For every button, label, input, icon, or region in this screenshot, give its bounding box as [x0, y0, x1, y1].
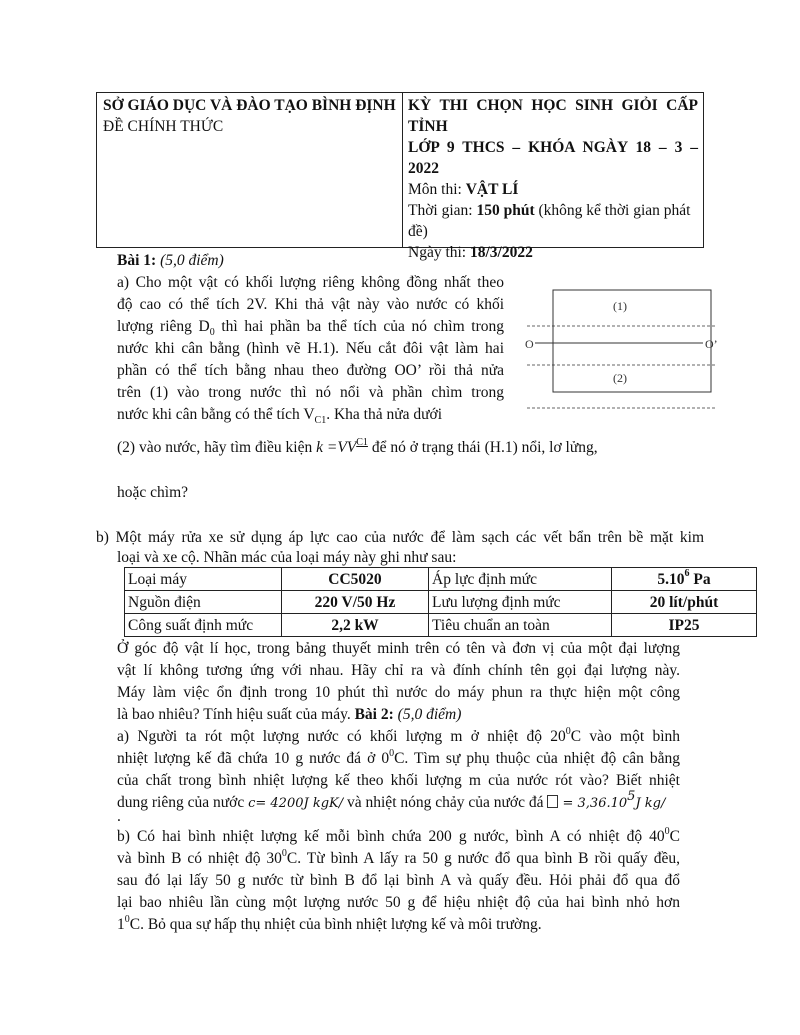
- table-row: [125, 568, 757, 591]
- bai2-a-line2: [117, 748, 680, 769]
- text-part: để nó ở trạng thái (H.1) nổi, lơ lửng,: [367, 439, 598, 456]
- exam-title-line2: TỈNH: [408, 118, 448, 135]
- spec-value: 220 V/50 Hz: [282, 591, 429, 614]
- text-part: C: [669, 828, 680, 845]
- subscript: C1: [314, 415, 327, 427]
- bai1-a-line9: hoặc chìm?: [117, 484, 189, 501]
- bai1-a-line3: [117, 316, 504, 337]
- bai2-a-line4: [117, 788, 666, 814]
- bai1-a-line5: phần có thể tích bằng nhau theo đường OO’ rồi thả nửa: [117, 362, 504, 379]
- text-part: (2) vào nước, hãy tìm điều kiện: [117, 439, 317, 456]
- text-part: lượng riêng D: [117, 318, 210, 335]
- bai1-a-line1: a) Cho một vật có khối lượng riêng không đồng nhất theo: [117, 274, 504, 291]
- subject-line: [408, 179, 698, 200]
- figure-h1: [525, 288, 718, 416]
- bai1-a-line6: trên (1) vào trong nước thì nó nổi và phần chìm trong: [117, 384, 504, 401]
- bai2-b-line5: [117, 914, 542, 935]
- text-part: dung riêng của nước: [117, 794, 249, 811]
- text-part: . Kha thả nửa dưới: [326, 406, 443, 423]
- bai2-points: (5,0 điểm): [397, 706, 462, 723]
- bai1-a-line8: [117, 437, 598, 458]
- formula-lambda: = 3,36.10: [558, 796, 628, 811]
- superscript: 0: [389, 747, 395, 759]
- text-part: và nhiệt nóng chảy của nước đá: [343, 794, 548, 811]
- time-line: [408, 200, 698, 221]
- superscript: 0: [565, 725, 571, 737]
- bai2-title: Bài 2:: [354, 706, 394, 723]
- spec-table: [124, 567, 757, 637]
- text-part: C. Tìm sự phụ thuộc của nhiệt độ cân bằng: [394, 750, 681, 767]
- bai1-b-line2: loại và xe cộ. Nhãn mác của loại máy này ghi như sau:: [117, 549, 457, 566]
- bai1-a-line7: [117, 404, 442, 425]
- subject-label: Môn thi:: [408, 181, 466, 198]
- bai1-b-after4: [117, 704, 461, 725]
- date-line: [408, 242, 698, 263]
- label-o: O: [525, 337, 534, 351]
- bai2-b-line1: [117, 826, 680, 847]
- date-value: 18/3/2022: [470, 244, 533, 261]
- text-part: và bình B có nhiệt độ 30: [117, 850, 282, 867]
- header-right-cell: [408, 95, 698, 263]
- bai1-b-after2: vật lí không tương ứng với nhau. Hãy chỉ ra và đính chính tên gọi đại lượng này.: [117, 662, 680, 679]
- official-label: ĐỀ CHÍNH THỨC: [103, 118, 224, 135]
- superscript: 0: [281, 847, 287, 859]
- spec-label: Nguồn điện: [125, 591, 282, 614]
- time-note-cont: đề): [408, 223, 428, 240]
- time-label: Thời gian:: [408, 202, 477, 219]
- bai1-a-line4: nước khi cân bằng (hình vẽ H.1). Nếu cắt đôi vật làm hai: [117, 340, 504, 357]
- spec-value: 20 lít/phút: [612, 591, 757, 614]
- bai2-a-line3: của chất trong bình nhiệt lượng kế theo khối lượng m của nước rót vào? Biết nhiệt: [117, 772, 680, 789]
- table-row: [125, 591, 757, 614]
- department-name: SỞ GIÁO DỤC VÀ ĐÀO TẠO BÌNH ĐỊNH: [103, 97, 396, 114]
- exam-class-line1: LỚP 9 THCS – KHÓA NGÀY 18 – 3 –: [408, 139, 698, 156]
- bai1-points: (5,0 điểm): [160, 252, 224, 269]
- text-part: thì hai phần ba thể tích của nó chìm trong: [214, 318, 504, 335]
- formula-c: c= 4200J kgK/: [248, 796, 344, 811]
- lambda-symbol-icon: [547, 795, 558, 808]
- bai1-b-after3: Máy làm việc ổn định trong 10 phút thì nước do máy phun ra thực hiện một công: [117, 684, 680, 701]
- exam-title-line1: KỲ THI CHỌN HỌC SINH GIỎI CẤP: [408, 97, 698, 114]
- text-part: là bao nhiêu? Tính hiệu suất của máy.: [117, 706, 355, 723]
- bai1-heading: [117, 250, 224, 271]
- exam-class-line2: 2022: [408, 160, 439, 177]
- bai2-b-line3: sau đó lại lấy 50 g nước từ bình B đổ lại bình A và quấy đều. Hỏi phải đổ qua đổ: [117, 872, 680, 889]
- spec-value: 2,2 kW: [282, 614, 429, 637]
- object-rect: [553, 290, 711, 392]
- time-value: 150 phút: [476, 202, 535, 219]
- text-part: b) Có hai bình nhiệt lượng kế mỗi bình chứa 200 g nước, bình A có nhiệt độ 40: [117, 828, 665, 845]
- text-part: C. Từ bình A lấy ra 50 g nước đổ qua bình B rồi quấy đều,: [286, 850, 680, 867]
- bai1-b-after1: Ở góc độ vật lí học, trong bảng thuyết minh trên có tên và đơn vị của một đại lượng: [117, 640, 680, 657]
- superscript: 0: [664, 825, 670, 837]
- label-o-prime: O’: [705, 337, 718, 351]
- bai1-b-line1: b) Một máy rửa xe sử dụng áp lực cao của nước để làm sạch các vết bẩn trên bề mặt kim: [96, 529, 704, 546]
- spec-value: CC5020: [282, 568, 429, 591]
- text-part: C vào một bình: [570, 728, 681, 745]
- bai2-b-line2: [117, 848, 680, 869]
- bai2-a-line5: .: [117, 808, 121, 825]
- text-part: a) Người ta rót một lượng nước có khối lượng m ở nhiệt độ 20: [117, 728, 566, 745]
- text-part: nhiệt lượng kế đã chứa 10 g nước đá ở 0: [117, 750, 390, 767]
- table-row: [125, 614, 757, 637]
- text-part: Pa: [689, 570, 711, 588]
- k-formula: k =VV: [316, 439, 357, 456]
- spec-label: Loại máy: [125, 568, 282, 591]
- date-label: Ngày thi:: [408, 244, 470, 261]
- time-note: (không kể thời gian phát: [534, 202, 691, 219]
- bai2-b-line4: lại bao nhiêu lần cùng một lượng nước 50 g để hiệu nhiệt độ của hai bình nhỏ hơn: [117, 894, 680, 911]
- spec-label: Công suất định mức: [125, 614, 282, 637]
- label-part-2: (2): [613, 371, 627, 385]
- bai1-a-line2: độ cao có thể tích 2V. Khi thả vật này vào nước có khối: [117, 296, 504, 313]
- text-part: 5.10: [657, 570, 685, 588]
- spec-value: IP25: [612, 614, 757, 637]
- formula-unit: J kg/: [635, 796, 666, 811]
- header-left-cell: [103, 95, 398, 137]
- superscript: 0: [124, 913, 130, 925]
- bai2-a-line1: [117, 726, 680, 747]
- text-part: C. Bỏ qua sự hấp thụ nhiệt của bình nhiệt lượng kế và môi trường.: [129, 916, 542, 933]
- subject-value: VẬT LÍ: [465, 181, 519, 198]
- text-part: nước khi cân bằng có thể tích V: [117, 406, 315, 423]
- spec-label: Lưu lượng định mức: [429, 591, 612, 614]
- superscript: 6: [684, 568, 690, 580]
- header-divider: [402, 93, 403, 247]
- bai1-title: Bài 1:: [117, 252, 157, 269]
- text-part: 1: [117, 916, 125, 933]
- subscript: 0: [209, 327, 215, 339]
- spec-value: [612, 568, 757, 591]
- spec-label: Tiêu chuẩn an toàn: [429, 614, 612, 637]
- superscript: C1: [356, 436, 368, 448]
- superscript: 5: [627, 788, 636, 804]
- spec-label: Áp lực định mức: [429, 568, 612, 591]
- label-part-1: (1): [613, 299, 627, 313]
